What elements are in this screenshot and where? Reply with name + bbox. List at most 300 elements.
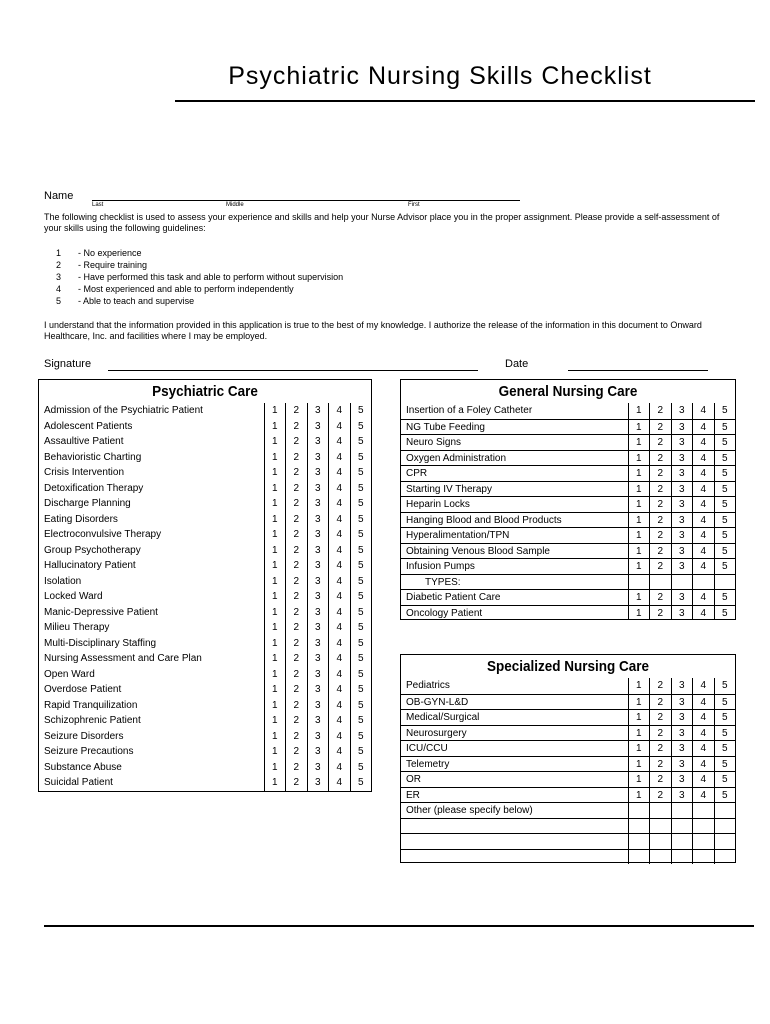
rating-4[interactable]: 4 xyxy=(328,450,350,466)
rating-3[interactable]: 3 xyxy=(307,667,329,683)
rating-5[interactable]: 5 xyxy=(350,403,372,419)
rating-5[interactable]: 5 xyxy=(350,667,372,683)
rating-3[interactable]: 3 xyxy=(307,744,329,760)
rating-5[interactable]: 5 xyxy=(714,678,736,694)
rating-5[interactable]: 5 xyxy=(714,435,736,450)
skill-label: Seizure Precautions xyxy=(44,746,134,757)
rating-3[interactable]: 3 xyxy=(671,420,693,435)
rating-1[interactable]: 1 xyxy=(264,574,286,590)
table-row xyxy=(401,481,735,497)
rating-5[interactable]: 5 xyxy=(714,788,736,803)
rating-1[interactable]: 1 xyxy=(264,589,286,605)
rating-5[interactable]: 5 xyxy=(350,713,372,729)
rating-3[interactable]: 3 xyxy=(307,729,329,745)
rating-5[interactable]: 5 xyxy=(714,482,736,497)
rating-5[interactable]: 5 xyxy=(350,527,372,543)
rating-4[interactable]: 4 xyxy=(328,465,350,481)
rating-2[interactable]: 2 xyxy=(285,713,307,729)
signature-field[interactable] xyxy=(108,370,478,371)
rating-4[interactable]: 4 xyxy=(328,636,350,652)
rating-5[interactable]: 5 xyxy=(714,726,736,741)
rating-3[interactable]: 3 xyxy=(307,713,329,729)
rating-5[interactable]: 5 xyxy=(350,434,372,450)
rating-4[interactable]: 4 xyxy=(692,678,714,694)
rating-4[interactable]: 4 xyxy=(692,513,714,528)
rating-4[interactable]: 4 xyxy=(692,788,714,803)
rating-1[interactable]: 1 xyxy=(264,713,286,729)
rating-4[interactable]: 4 xyxy=(328,729,350,745)
rating-4[interactable]: 4 xyxy=(692,757,714,772)
skill-label: Isolation xyxy=(44,575,82,587)
rating-2[interactable]: 2 xyxy=(649,435,671,450)
rating-5[interactable]: 5 xyxy=(350,775,372,791)
rating-4[interactable]: 4 xyxy=(692,695,714,710)
rating-4[interactable]: 4 xyxy=(692,435,714,450)
rating-3[interactable]: 3 xyxy=(671,403,693,419)
rating-4[interactable]: 4 xyxy=(328,496,350,512)
rating-4[interactable]: 4 xyxy=(692,528,714,543)
rating-4[interactable]: 4 xyxy=(328,667,350,683)
table-row xyxy=(39,775,371,791)
rating-1[interactable]: 1 xyxy=(264,682,286,698)
rating-2[interactable]: 2 xyxy=(285,775,307,791)
rating-3[interactable] xyxy=(671,803,693,818)
rating-1[interactable]: 1 xyxy=(628,741,650,756)
rating-5[interactable]: 5 xyxy=(350,558,372,574)
rating-4[interactable]: 4 xyxy=(328,419,350,435)
rating-1[interactable]: 1 xyxy=(264,744,286,760)
rating-2[interactable]: 2 xyxy=(285,682,307,698)
rating-1[interactable]: 1 xyxy=(628,590,650,605)
rating-1[interactable]: 1 xyxy=(264,605,286,621)
date-field[interactable] xyxy=(568,370,708,371)
rating-4[interactable]: 4 xyxy=(328,434,350,450)
specialized-nursing-care-rows xyxy=(401,678,735,864)
rating-1[interactable]: 1 xyxy=(628,726,650,741)
rating-2[interactable]: 2 xyxy=(285,760,307,776)
rating-3[interactable]: 3 xyxy=(307,574,329,590)
guideline-item xyxy=(56,295,343,307)
table-row xyxy=(39,558,371,574)
rating-1[interactable] xyxy=(628,850,650,865)
rating-3[interactable]: 3 xyxy=(671,606,693,621)
rating-2[interactable]: 2 xyxy=(649,420,671,435)
rating-5[interactable]: 5 xyxy=(350,605,372,621)
rating-1[interactable]: 1 xyxy=(628,420,650,435)
rating-3[interactable]: 3 xyxy=(671,757,693,772)
rating-5[interactable]: 5 xyxy=(714,497,736,512)
rating-3[interactable]: 3 xyxy=(307,775,329,791)
rating-5[interactable]: 5 xyxy=(714,544,736,559)
name-last-caption: Last xyxy=(92,202,104,208)
rating-5[interactable]: 5 xyxy=(350,729,372,745)
rating-3[interactable]: 3 xyxy=(307,496,329,512)
rating-3[interactable]: 3 xyxy=(671,695,693,710)
rating-3[interactable]: 3 xyxy=(671,590,693,605)
rating-3[interactable] xyxy=(671,819,693,834)
rating-2[interactable]: 2 xyxy=(285,729,307,745)
rating-3[interactable]: 3 xyxy=(671,772,693,787)
blank-row xyxy=(401,849,735,865)
rating-3[interactable]: 3 xyxy=(671,559,693,574)
rating-2[interactable]: 2 xyxy=(649,757,671,772)
rating-5[interactable] xyxy=(714,575,736,590)
table-row xyxy=(39,620,371,636)
rating-3[interactable]: 3 xyxy=(671,451,693,466)
rating-2[interactable]: 2 xyxy=(285,558,307,574)
rating-3[interactable]: 3 xyxy=(307,651,329,667)
rating-2[interactable]: 2 xyxy=(649,497,671,512)
rating-2[interactable]: 2 xyxy=(649,451,671,466)
rating-4[interactable]: 4 xyxy=(692,726,714,741)
rating-2[interactable]: 2 xyxy=(285,496,307,512)
rating-3[interactable]: 3 xyxy=(671,528,693,543)
rating-5[interactable]: 5 xyxy=(714,420,736,435)
rating-2[interactable]: 2 xyxy=(649,695,671,710)
rating-5[interactable]: 5 xyxy=(714,710,736,725)
rating-5[interactable] xyxy=(714,834,736,849)
table-row xyxy=(401,605,735,621)
rating-5[interactable]: 5 xyxy=(350,512,372,528)
rating-3[interactable]: 3 xyxy=(671,513,693,528)
rating-3[interactable]: 3 xyxy=(307,620,329,636)
rating-1[interactable]: 1 xyxy=(264,434,286,450)
rating-4[interactable]: 4 xyxy=(692,403,714,419)
rating-5[interactable]: 5 xyxy=(350,496,372,512)
rating-1[interactable]: 1 xyxy=(264,620,286,636)
rating-5[interactable]: 5 xyxy=(714,559,736,574)
rating-5[interactable]: 5 xyxy=(350,465,372,481)
rating-1[interactable]: 1 xyxy=(628,513,650,528)
rating-5[interactable]: 5 xyxy=(350,450,372,466)
rating-1[interactable]: 1 xyxy=(628,772,650,787)
guideline-number: 3 xyxy=(56,272,62,282)
rating-5[interactable]: 5 xyxy=(350,698,372,714)
rating-3[interactable]: 3 xyxy=(307,543,329,559)
rating-3[interactable] xyxy=(671,575,693,590)
rating-4[interactable] xyxy=(692,803,714,818)
rating-5[interactable]: 5 xyxy=(350,620,372,636)
rating-1[interactable]: 1 xyxy=(628,678,650,694)
rating-4[interactable]: 4 xyxy=(328,744,350,760)
rating-1[interactable]: 1 xyxy=(264,775,286,791)
rating-4[interactable] xyxy=(692,819,714,834)
name-field[interactable] xyxy=(92,200,520,201)
rating-1[interactable]: 1 xyxy=(264,496,286,512)
rating-1[interactable]: 1 xyxy=(264,419,286,435)
rating-4[interactable]: 4 xyxy=(328,620,350,636)
rating-4[interactable]: 4 xyxy=(692,772,714,787)
rating-2[interactable]: 2 xyxy=(649,772,671,787)
rating-4[interactable]: 4 xyxy=(328,589,350,605)
table-row xyxy=(401,756,735,772)
rating-2[interactable]: 2 xyxy=(285,698,307,714)
rating-4[interactable] xyxy=(692,834,714,849)
rating-5[interactable]: 5 xyxy=(350,481,372,497)
rating-2[interactable] xyxy=(649,575,671,590)
rating-3[interactable]: 3 xyxy=(671,482,693,497)
rating-5[interactable]: 5 xyxy=(714,528,736,543)
rating-5[interactable]: 5 xyxy=(714,590,736,605)
rating-4[interactable]: 4 xyxy=(328,713,350,729)
rating-1[interactable]: 1 xyxy=(264,636,286,652)
rating-2[interactable]: 2 xyxy=(649,482,671,497)
rating-4[interactable]: 4 xyxy=(328,527,350,543)
rating-3[interactable]: 3 xyxy=(307,527,329,543)
rating-4[interactable]: 4 xyxy=(328,403,350,419)
rating-4[interactable]: 4 xyxy=(328,558,350,574)
rating-2[interactable]: 2 xyxy=(649,726,671,741)
rating-5[interactable]: 5 xyxy=(714,466,736,481)
rating-3[interactable]: 3 xyxy=(307,636,329,652)
rating-5[interactable]: 5 xyxy=(350,760,372,776)
name-first-caption: First xyxy=(408,202,420,208)
rating-2[interactable]: 2 xyxy=(285,419,307,435)
rating-4[interactable]: 4 xyxy=(692,710,714,725)
rating-1[interactable]: 1 xyxy=(628,451,650,466)
rating-3[interactable]: 3 xyxy=(307,450,329,466)
rating-2[interactable]: 2 xyxy=(649,590,671,605)
rating-3[interactable]: 3 xyxy=(671,678,693,694)
guideline-text: - Require training xyxy=(78,260,148,270)
rating-1[interactable]: 1 xyxy=(264,527,286,543)
rating-1[interactable]: 1 xyxy=(628,544,650,559)
rating-4[interactable]: 4 xyxy=(328,543,350,559)
rating-1[interactable]: 1 xyxy=(264,512,286,528)
rating-3[interactable]: 3 xyxy=(307,589,329,605)
rating-5[interactable]: 5 xyxy=(350,682,372,698)
rating-4[interactable]: 4 xyxy=(692,451,714,466)
rating-5[interactable] xyxy=(714,819,736,834)
rating-5[interactable]: 5 xyxy=(350,419,372,435)
date-label: Date xyxy=(505,358,529,370)
rating-4[interactable]: 4 xyxy=(328,481,350,497)
rating-2[interactable]: 2 xyxy=(285,605,307,621)
table-row xyxy=(401,465,735,481)
rating-1[interactable]: 1 xyxy=(264,481,286,497)
rating-2[interactable]: 2 xyxy=(285,434,307,450)
rating-3[interactable]: 3 xyxy=(671,435,693,450)
rating-2[interactable]: 2 xyxy=(649,403,671,419)
rating-2[interactable] xyxy=(649,819,671,834)
rating-5[interactable]: 5 xyxy=(350,636,372,652)
rating-4[interactable]: 4 xyxy=(692,590,714,605)
rating-4[interactable]: 4 xyxy=(328,574,350,590)
rating-1[interactable]: 1 xyxy=(264,760,286,776)
rating-5[interactable]: 5 xyxy=(350,744,372,760)
rating-5[interactable]: 5 xyxy=(714,451,736,466)
rating-4[interactable]: 4 xyxy=(692,497,714,512)
rating-5[interactable]: 5 xyxy=(714,606,736,621)
rating-2[interactable]: 2 xyxy=(285,481,307,497)
rating-5[interactable]: 5 xyxy=(350,543,372,559)
rating-2[interactable]: 2 xyxy=(285,450,307,466)
rating-2[interactable] xyxy=(649,850,671,865)
psychiatric-care-table xyxy=(38,379,372,792)
rating-3[interactable]: 3 xyxy=(307,403,329,419)
rating-2[interactable]: 2 xyxy=(285,744,307,760)
guidelines-list xyxy=(56,247,343,307)
rating-4[interactable]: 4 xyxy=(328,651,350,667)
rating-3[interactable]: 3 xyxy=(307,434,329,450)
rating-2[interactable]: 2 xyxy=(285,620,307,636)
rating-2[interactable] xyxy=(649,834,671,849)
rating-2[interactable]: 2 xyxy=(285,636,307,652)
rating-5[interactable]: 5 xyxy=(714,772,736,787)
rating-3[interactable]: 3 xyxy=(307,419,329,435)
table-row xyxy=(401,709,735,725)
rating-4[interactable]: 4 xyxy=(328,682,350,698)
rating-3[interactable]: 3 xyxy=(671,710,693,725)
skill-label xyxy=(401,850,628,865)
rating-1[interactable] xyxy=(628,803,650,818)
rating-4[interactable]: 4 xyxy=(328,775,350,791)
rating-3[interactable]: 3 xyxy=(671,726,693,741)
skill-label: ER xyxy=(406,789,420,801)
rating-3[interactable]: 3 xyxy=(307,512,329,528)
rating-3[interactable]: 3 xyxy=(671,741,693,756)
rating-1[interactable]: 1 xyxy=(628,435,650,450)
rating-1[interactable]: 1 xyxy=(628,559,650,574)
rating-1[interactable]: 1 xyxy=(264,543,286,559)
rating-3[interactable] xyxy=(671,850,693,865)
rating-5[interactable]: 5 xyxy=(350,589,372,605)
rating-5[interactable] xyxy=(714,850,736,865)
rating-4[interactable]: 4 xyxy=(692,741,714,756)
rating-1[interactable]: 1 xyxy=(264,651,286,667)
skill-label: Insertion of a Foley Catheter xyxy=(406,405,533,416)
rating-1[interactable]: 1 xyxy=(628,497,650,512)
rating-4[interactable]: 4 xyxy=(328,760,350,776)
rating-2[interactable]: 2 xyxy=(649,513,671,528)
rating-2[interactable]: 2 xyxy=(285,512,307,528)
rating-3[interactable]: 3 xyxy=(671,544,693,559)
rating-2[interactable]: 2 xyxy=(649,466,671,481)
rating-4[interactable]: 4 xyxy=(692,466,714,481)
rating-4[interactable]: 4 xyxy=(328,605,350,621)
rating-2[interactable]: 2 xyxy=(649,710,671,725)
rating-4[interactable]: 4 xyxy=(692,559,714,574)
rating-3[interactable]: 3 xyxy=(307,465,329,481)
rating-1[interactable]: 1 xyxy=(628,528,650,543)
blank-row xyxy=(401,818,735,834)
rating-5[interactable]: 5 xyxy=(714,403,736,419)
table-row xyxy=(401,450,735,466)
rating-2[interactable]: 2 xyxy=(285,465,307,481)
rating-1[interactable]: 1 xyxy=(264,450,286,466)
rating-2[interactable]: 2 xyxy=(649,544,671,559)
rating-3[interactable]: 3 xyxy=(307,682,329,698)
rating-2[interactable]: 2 xyxy=(649,606,671,621)
rating-3[interactable] xyxy=(671,834,693,849)
rating-3[interactable]: 3 xyxy=(307,558,329,574)
rating-1[interactable]: 1 xyxy=(628,788,650,803)
skill-label: OR xyxy=(406,774,421,785)
table-row xyxy=(401,434,735,450)
rating-1[interactable] xyxy=(628,575,650,590)
rating-3[interactable]: 3 xyxy=(307,760,329,776)
rating-5[interactable]: 5 xyxy=(350,574,372,590)
skill-label: Hanging Blood and Blood Products xyxy=(406,514,562,526)
rating-2[interactable]: 2 xyxy=(285,403,307,419)
rating-1[interactable]: 1 xyxy=(628,710,650,725)
rating-1[interactable]: 1 xyxy=(264,729,286,745)
rating-1[interactable]: 1 xyxy=(628,403,650,419)
skill-label: Rapid Tranquilization xyxy=(44,699,138,711)
rating-2[interactable]: 2 xyxy=(285,543,307,559)
rating-2[interactable]: 2 xyxy=(285,667,307,683)
rating-2[interactable]: 2 xyxy=(649,678,671,694)
skill-label: Assaultive Patient xyxy=(44,436,124,447)
rating-3[interactable]: 3 xyxy=(307,481,329,497)
rating-5[interactable] xyxy=(714,803,736,818)
skill-label xyxy=(401,834,628,849)
rating-3[interactable]: 3 xyxy=(307,698,329,714)
skill-label: CPR xyxy=(406,468,428,479)
rating-1[interactable]: 1 xyxy=(628,695,650,710)
rating-1[interactable]: 1 xyxy=(264,465,286,481)
rating-4[interactable]: 4 xyxy=(692,544,714,559)
skill-label: Hyperalimentation/TPN xyxy=(406,530,510,541)
rating-5[interactable]: 5 xyxy=(350,651,372,667)
rating-2[interactable]: 2 xyxy=(649,788,671,803)
rating-3[interactable]: 3 xyxy=(671,497,693,512)
rating-4[interactable]: 4 xyxy=(692,420,714,435)
rating-1[interactable] xyxy=(628,834,650,849)
rating-4[interactable]: 4 xyxy=(328,512,350,528)
rating-2[interactable]: 2 xyxy=(649,559,671,574)
rating-1[interactable]: 1 xyxy=(264,558,286,574)
rating-5[interactable]: 5 xyxy=(714,513,736,528)
table-row xyxy=(39,512,371,528)
rating-1[interactable]: 1 xyxy=(628,606,650,621)
rating-1[interactable] xyxy=(628,819,650,834)
rating-1[interactable]: 1 xyxy=(264,403,286,419)
skill-label: ICU/CCU xyxy=(406,743,448,754)
rating-1[interactable]: 1 xyxy=(264,667,286,683)
skill-label: Telemetry xyxy=(406,758,450,770)
skill-label: Multi-Disciplinary Staffing xyxy=(44,637,157,649)
rating-5[interactable]: 5 xyxy=(714,695,736,710)
rating-1[interactable]: 1 xyxy=(628,466,650,481)
rating-2[interactable]: 2 xyxy=(285,527,307,543)
rating-1[interactable]: 1 xyxy=(628,482,650,497)
skill-label xyxy=(401,819,628,834)
rating-2[interactable]: 2 xyxy=(285,589,307,605)
table-row xyxy=(39,450,371,466)
rating-3[interactable]: 3 xyxy=(671,788,693,803)
skill-label: TYPES: xyxy=(425,576,461,588)
rating-2[interactable]: 2 xyxy=(649,741,671,756)
rating-4[interactable] xyxy=(692,850,714,865)
rating-3[interactable]: 3 xyxy=(307,605,329,621)
rating-2[interactable] xyxy=(649,803,671,818)
rating-2[interactable]: 2 xyxy=(649,528,671,543)
rating-5[interactable]: 5 xyxy=(714,741,736,756)
skill-label: Starting IV Therapy xyxy=(406,483,492,495)
rating-4[interactable] xyxy=(692,575,714,590)
rating-1[interactable]: 1 xyxy=(628,757,650,772)
skill-label: Discharge Planning xyxy=(44,498,131,509)
rating-1[interactable]: 1 xyxy=(264,698,286,714)
rating-2[interactable]: 2 xyxy=(285,574,307,590)
rating-4[interactable]: 4 xyxy=(692,482,714,497)
rating-4[interactable]: 4 xyxy=(328,698,350,714)
rating-3[interactable]: 3 xyxy=(671,466,693,481)
rating-5[interactable]: 5 xyxy=(714,757,736,772)
rating-2[interactable]: 2 xyxy=(285,651,307,667)
rating-4[interactable]: 4 xyxy=(692,606,714,621)
